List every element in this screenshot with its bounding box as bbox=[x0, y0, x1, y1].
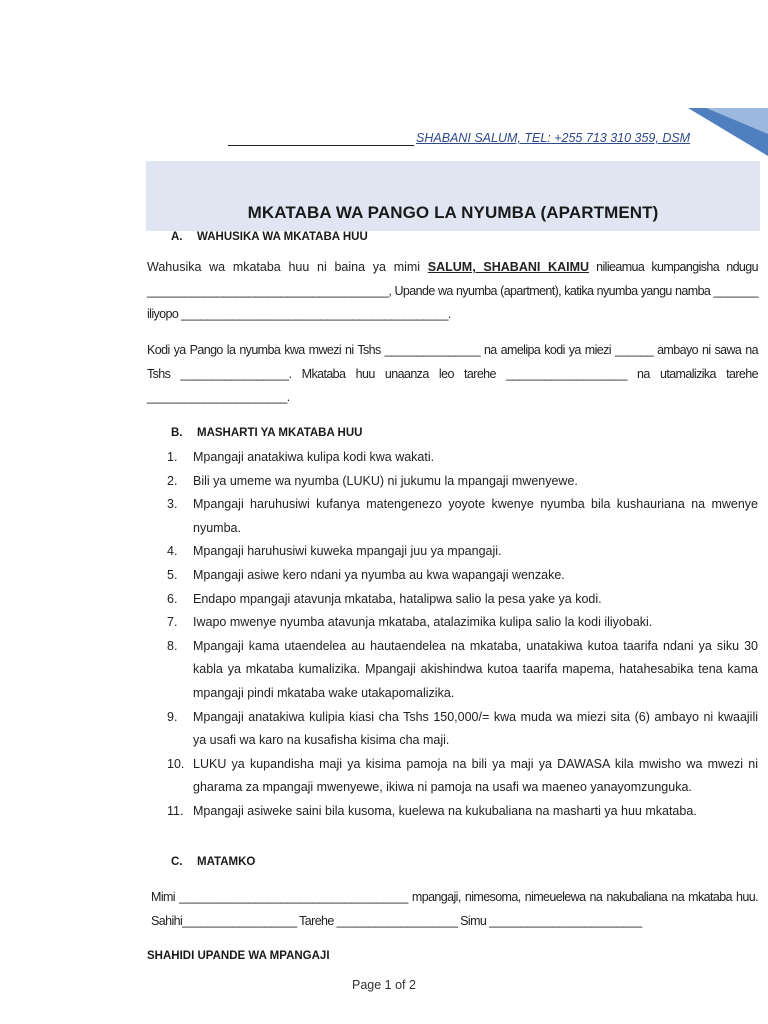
term-item bbox=[147, 540, 758, 564]
section-c-title: MATAMKO bbox=[197, 856, 256, 868]
term-item bbox=[147, 635, 758, 706]
term-number: 4. bbox=[167, 544, 178, 559]
term-item bbox=[147, 588, 758, 612]
term-text: Endapo mpangaji atavunja mkataba, hatalipwa salio la pesa yake ya kodi. bbox=[193, 591, 602, 606]
term-text: LUKU ya kupandisha maji ya kisima pamoja na bili ya maji ya DAWASA kila mwisho wa mwezi ni gharama za mpangaji mwenyewe, ikiwa ni pamoja na usafi wa maeneo yanayomzunguka. bbox=[193, 756, 758, 795]
term-text: Mpangaji asiwe kero ndani ya nyumba au kwa wapangaji wenzake. bbox=[193, 567, 565, 582]
term-number: 5. bbox=[167, 567, 178, 582]
term-item bbox=[147, 753, 758, 800]
term-text: Mpangaji haruhusiwi kufanya matengenezo yoyote kwenye nyumba bila kushauriana na mwenye nyumba. bbox=[193, 497, 758, 535]
term-number: 6. bbox=[167, 591, 178, 606]
document-title: MKATABA WA PANGO LA NYUMBA (APARTMENT) bbox=[247, 203, 659, 222]
witness-heading: SHAHIDI UPANDE WA MPANGAJI bbox=[147, 950, 330, 962]
declaration-paragraph: Mimi ____________________________________ mpangaji, nimesoma, nimeuelewa na nakubaliana na mkataba huu. Sahihi__________________ Tarehe ___________________ Simu ________________________ bbox=[151, 890, 758, 928]
term-number: 10. bbox=[167, 756, 185, 771]
section-a-letter: A. bbox=[171, 231, 183, 243]
section-c-heading bbox=[171, 856, 255, 868]
page-number: Page 1 of 2 bbox=[352, 978, 416, 992]
term-item bbox=[147, 470, 758, 494]
header-contact: SHABANI SALUM, TEL: +255 713 310 359, DSM bbox=[416, 131, 691, 145]
parties-text-end: nilieamua kumpangisha ndugu ______________________________________, Upande wa nyumba (apartment), katika nyumba yangu namba _______ iliyopo __________________________________________. bbox=[147, 260, 758, 321]
parties-paragraph bbox=[147, 256, 758, 327]
section-a-title: WAHUSIKA WA MKATABA HUU bbox=[197, 231, 368, 243]
header-rule bbox=[228, 145, 414, 146]
term-item bbox=[147, 611, 758, 635]
section-b-letter: B. bbox=[171, 427, 183, 439]
term-text: Bili ya umeme wa nyumba (LUKU) ni jukumu la mpangaji mwenyewe. bbox=[193, 473, 578, 488]
term-number: 1. bbox=[167, 450, 178, 464]
section-a-heading bbox=[171, 231, 368, 243]
term-item bbox=[147, 493, 758, 540]
landlord-name: SALUM, SHABANI KAIMU bbox=[427, 260, 590, 274]
term-text: Mpangaji kama utaendelea au hautaendelea na mkataba, unatakiwa kutoa taarifa ndani ya siku 30 kabla ya mkataba kumalizika. Mpangaji akishindwa kutoa taarifa mapema, hatahesabika tena kama mpangaji pindi mkataba wake utakapomalizika. bbox=[193, 638, 758, 700]
term-text: Mpangaji haruhusiwi kuweka mpangaji juu ya mpangaji. bbox=[193, 544, 502, 559]
term-item bbox=[147, 800, 758, 824]
parties-text-start: Wahusika wa mkataba huu ni baina ya mimi bbox=[147, 260, 428, 274]
term-item bbox=[147, 706, 758, 753]
term-text: Mpangaji anatakiwa kulipia kiasi cha Tshs 150,000/= kwa muda wa miezi sita (6) ambayo ni kwaajili ya usafi wa karo na kusafisha kisima cha maji. bbox=[193, 709, 758, 748]
term-number: 7. bbox=[167, 615, 178, 630]
term-number: 9. bbox=[167, 709, 178, 724]
term-number: 11. bbox=[167, 803, 184, 818]
term-item bbox=[147, 446, 758, 470]
corner-decoration bbox=[688, 108, 768, 158]
term-number: 3. bbox=[167, 497, 178, 512]
rent-paragraph: Kodi ya Pango la nyumba kwa mwezi ni Tshs _______________ na amelipa kodi ya miezi ______ ambayo ni sawa na Tshs _________________. Mkataba huu unaanza leo tarehe ___________________ na utamalizika tarehe ______________________. bbox=[147, 343, 758, 404]
section-b-title: MASHARTI YA MKATABA HUU bbox=[197, 427, 363, 439]
term-number: 2. bbox=[167, 473, 178, 488]
term-number: 8. bbox=[167, 638, 178, 653]
term-text: Mpangaji anatakiwa kulipa kodi kwa wakati. bbox=[193, 450, 435, 464]
term-item bbox=[147, 564, 758, 588]
section-b-heading bbox=[171, 427, 362, 439]
section-c-letter: C. bbox=[171, 856, 183, 868]
term-text: Mpangaji asiweke saini bila kusoma, kuelewa na kukubaliana na masharti ya huu mkataba. bbox=[193, 803, 697, 818]
terms-list bbox=[147, 446, 758, 824]
term-text: Iwapo mwenye nyumba atavunja mkataba, atalazimika kulipa salio la kodi iliyobaki. bbox=[193, 615, 653, 630]
